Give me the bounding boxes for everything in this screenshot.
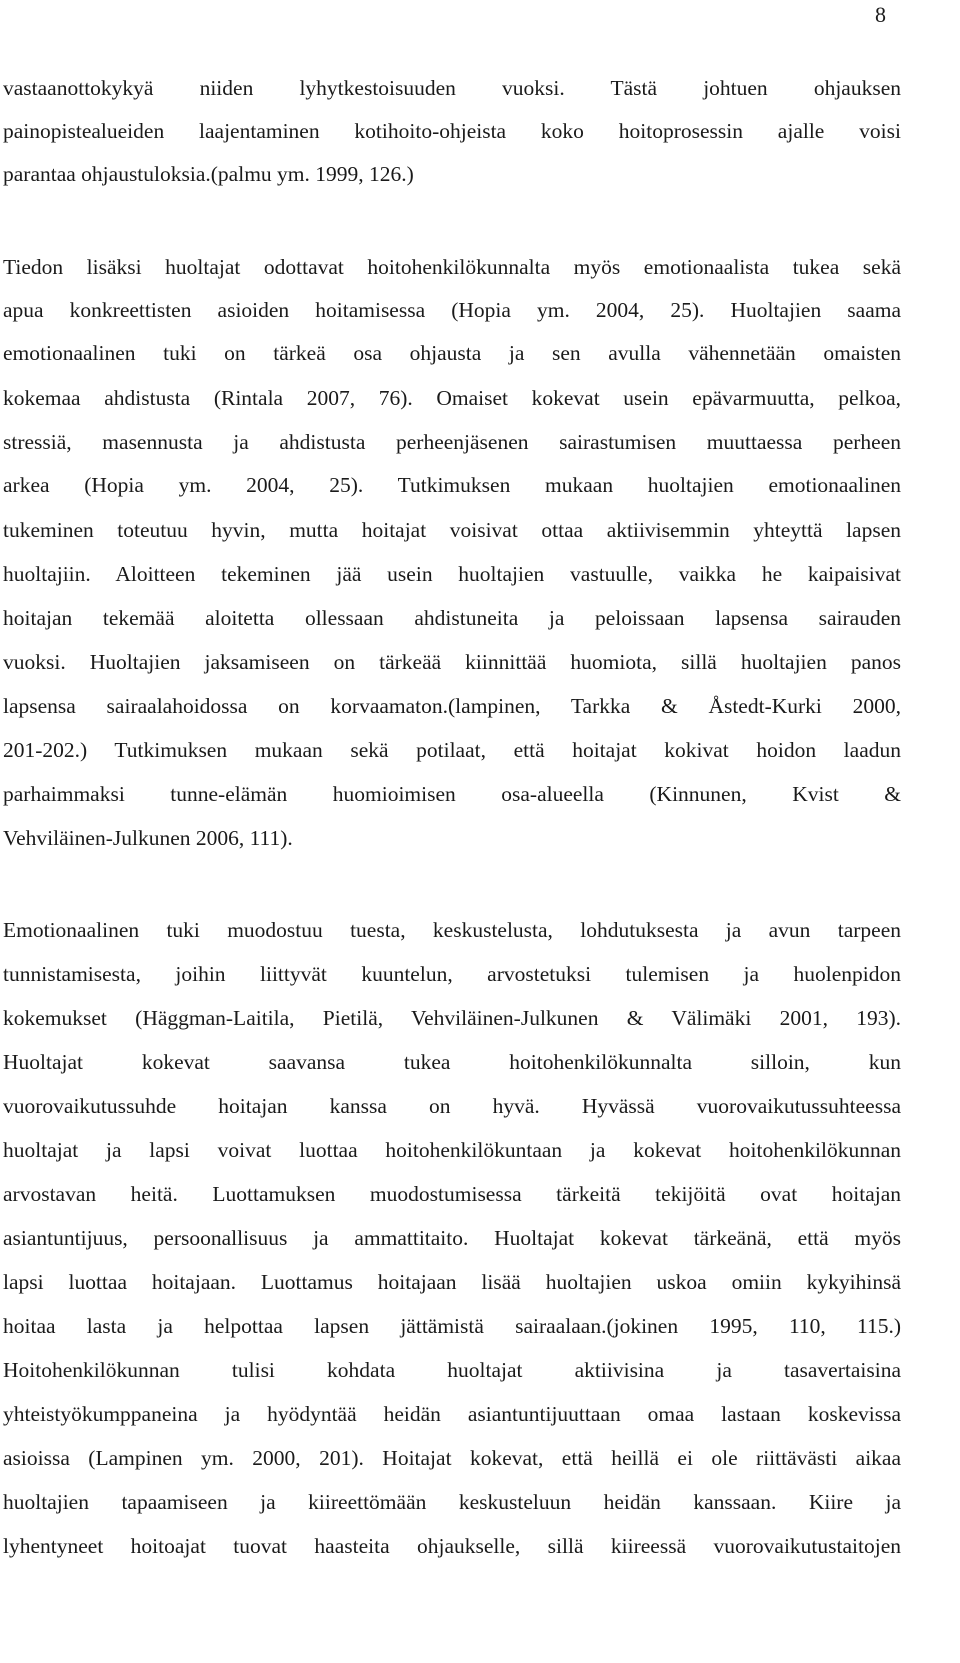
- paragraph-2-line-8: huoltajiin. Aloitteen tekeminen jää usein huoltajien vastuulle, vaikka he kaipaisivat: [3, 562, 901, 586]
- paragraph-2-line-12: 201-202.) Tutkimuksen mukaan sekä potilaat, että hoitajat kokivat hoidon laadun: [3, 738, 901, 762]
- paragraph-3-line-13: asioissa (Lampinen ym. 2000, 201). Hoitajat kokevat, että heillä ei ole riittävästi aikaa: [3, 1446, 901, 1470]
- paragraph-3-line-7: arvostavan heitä. Luottamuksen muodostumisessa tärkeitä tekijöitä ovat hoitajan: [3, 1182, 901, 1206]
- paragraph-2-line-1: Tiedon lisäksi huoltajat odottavat hoitohenkilökunnalta myös emotionaalista tukea sekä: [3, 255, 901, 279]
- paragraph-2-line-6: arkea (Hopia ym. 2004, 25). Tutkimuksen mukaan huoltajien emotionaalinen: [3, 473, 901, 497]
- paragraph-3-line-6: huoltajat ja lapsi voivat luottaa hoitohenkilökuntaan ja kokevat hoitohenkilökunnan: [3, 1138, 901, 1162]
- paragraph-2-line-4: kokemaa ahdistusta (Rintala 2007, 76). Omaiset kokevat usein epävarmuutta, pelkoa,: [3, 386, 901, 410]
- paragraph-3-line-15: lyhentyneet hoitoajat tuovat haasteita ohjaukselle, sillä kiireessä vuorovaikutustaitojen: [3, 1534, 901, 1558]
- paragraph-3-line-12: yhteistyökumppaneina ja hyödyntää heidän asiantuntijuuttaan omaa lastaan koskevissa: [3, 1402, 901, 1426]
- paragraph-2-line-7: tukeminen toteutuu hyvin, mutta hoitajat voisivat ottaa aktiivisemmin yhteyttä lapsen: [3, 518, 901, 542]
- paragraph-3-line-14: huoltajien tapaamiseen ja kiireettömään keskusteluun heidän kanssaan. Kiire ja: [3, 1490, 901, 1514]
- paragraph-2-line-10: vuoksi. Huoltajien jaksamiseen on tärkeää kiinnittää huomiota, sillä huoltajien panos: [3, 650, 901, 674]
- paragraph-3-line-9: lapsi luottaa hoitajaan. Luottamus hoitajaan lisää huoltajien uskoa omiin kykyihinsä: [3, 1270, 901, 1294]
- paragraph-1-line-1: vastaanottokykyä niiden lyhytkestoisuuden vuoksi. Tästä johtuen ohjauksen: [3, 76, 901, 100]
- paragraph-3-line-11: Hoitohenkilökunnan tulisi kohdata huoltajat aktiivisina ja tasavertaisina: [3, 1358, 901, 1382]
- paragraph-2-line-5: stressiä, masennusta ja ahdistusta perheenjäsenen sairastumisen muuttaessa perheen: [3, 430, 901, 454]
- paragraph-3-line-10: hoitaa lasta ja helpottaa lapsen jättämistä sairaalaan.(jokinen 1995, 110, 115.): [3, 1314, 901, 1338]
- paragraph-3-line-5: vuorovaikutussuhde hoitajan kanssa on hyvä. Hyvässä vuorovaikutussuhteessa: [3, 1094, 901, 1118]
- paragraph-1-line-3: parantaa ohjaustuloksia.(palmu ym. 1999, 126.): [3, 162, 414, 186]
- page-number: 8: [875, 2, 886, 27]
- paragraph-3-line-2: tunnistamisesta, joihin liittyvät kuuntelun, arvostetuksi tulemisen ja huolenpidon: [3, 962, 901, 986]
- paragraph-1-line-2: painopistealueiden laajentaminen kotihoito-ohjeista koko hoitoprosessin ajalle voisi: [3, 119, 901, 143]
- paragraph-3-line-1: Emotionaalinen tuki muodostuu tuesta, keskustelusta, lohdutuksesta ja avun tarpeen: [3, 918, 901, 942]
- paragraph-3-line-4: Huoltajat kokevat saavansa tukea hoitohenkilökunnalta silloin, kun: [3, 1050, 901, 1074]
- paragraph-2-line-9: hoitajan tekemää aloitetta ollessaan ahdistuneita ja peloissaan lapsensa sairauden: [3, 606, 901, 630]
- paragraph-2-line-13: parhaimmaksi tunne-elämän huomioimisen osa-alueella (Kinnunen, Kvist &: [3, 782, 901, 806]
- paragraph-2-line-3: emotionaalinen tuki on tärkeä osa ohjausta ja sen avulla vähennetään omaisten: [3, 341, 901, 365]
- paragraph-3-line-3: kokemukset (Häggman-Laitila, Pietilä, Vehviläinen-Julkunen & Välimäki 2001, 193).: [3, 1006, 901, 1030]
- paragraph-2-line-14: Vehviläinen-Julkunen 2006, 111).: [3, 826, 293, 850]
- paragraph-3-line-8: asiantuntijuus, persoonallisuus ja ammattitaito. Huoltajat kokevat tärkeänä, että myös: [3, 1226, 901, 1250]
- paragraph-2-line-2: apua konkreettisten asioiden hoitamisessa (Hopia ym. 2004, 25). Huoltajien saama: [3, 298, 901, 322]
- paragraph-2-line-11: lapsensa sairaalahoidossa on korvaamaton.(lampinen, Tarkka & Åstedt-Kurki 2000,: [3, 694, 901, 718]
